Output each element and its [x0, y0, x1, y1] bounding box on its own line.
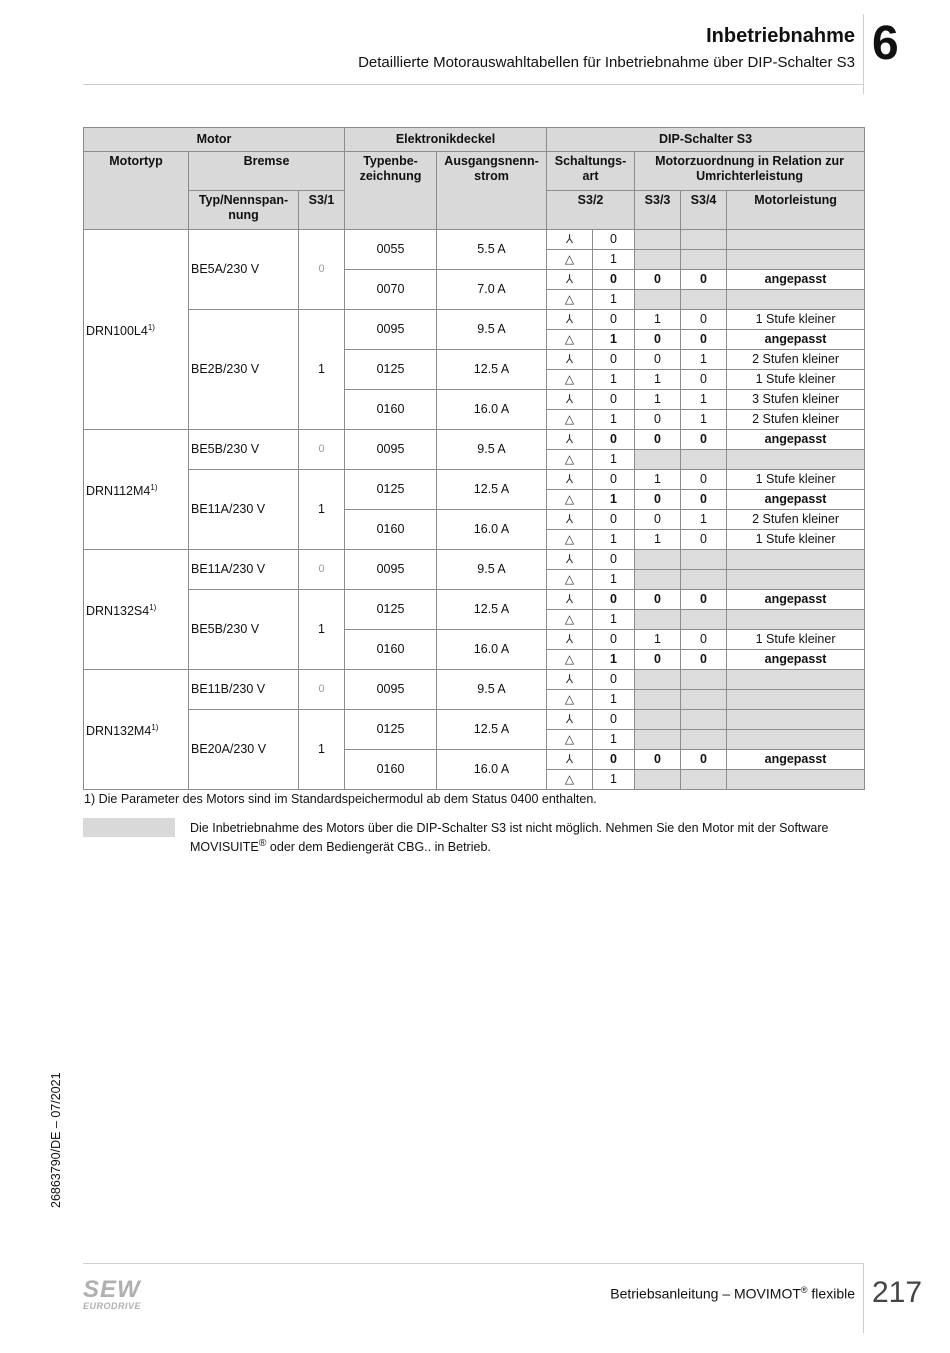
motor-power-cell: angepasst: [727, 430, 865, 450]
col-header-s3-4: S3/4: [681, 191, 727, 230]
motor-type-cell: [84, 550, 189, 670]
motor-type-name: DRN132M4: [86, 724, 152, 739]
header-divider: [83, 84, 863, 85]
s3-4-cell: 0: [681, 630, 727, 650]
type-designation-cell: 0095: [345, 430, 437, 470]
s3-2-cell: 1: [593, 730, 635, 750]
s3-2-cell: 0: [593, 750, 635, 770]
s3-3-cell: [635, 290, 681, 310]
s3-3-cell: [635, 670, 681, 690]
col-header-motorleistung: Motorleistung: [727, 191, 865, 230]
output-current-cell: 12.5 A: [437, 710, 547, 750]
col-header-motorzuordnung: Motorzuordnung in Relation zur Umrichterleistung: [635, 152, 865, 191]
motor-power-cell: [727, 730, 865, 750]
s3-2-cell: 1: [593, 770, 635, 790]
output-current-cell: 5.5 A: [437, 230, 547, 270]
s3-2-cell: 0: [593, 470, 635, 490]
s3-2-cell: 1: [593, 290, 635, 310]
s3-4-cell: [681, 730, 727, 750]
s3-2-cell: 1: [593, 690, 635, 710]
type-designation-cell: 0160: [345, 750, 437, 790]
s3-3-cell: [635, 570, 681, 590]
brake-type-cell: BE2B/230 V: [189, 310, 299, 430]
output-current-cell: 9.5 A: [437, 670, 547, 710]
motor-type-cell: [84, 430, 189, 550]
output-current-cell: 7.0 A: [437, 270, 547, 310]
s3-1-cell: 1: [299, 710, 345, 790]
s3-1-cell: 0: [299, 230, 345, 310]
star-connection-icon: ⅄: [547, 630, 593, 650]
chapter-number: 6: [872, 17, 899, 70]
type-designation-cell: 0125: [345, 710, 437, 750]
header-vertical-divider: [863, 14, 864, 94]
motor-power-cell: 1 Stufe kleiner: [727, 310, 865, 330]
type-designation-cell: 0160: [345, 630, 437, 670]
star-connection-icon: ⅄: [547, 390, 593, 410]
star-connection-icon: ⅄: [547, 310, 593, 330]
motor-type-cell: [84, 670, 189, 790]
motor-power-cell: [727, 230, 865, 250]
motor-power-cell: [727, 450, 865, 470]
motor-power-cell: 2 Stufen kleiner: [727, 350, 865, 370]
s3-3-cell: 0: [635, 650, 681, 670]
s3-2-cell: 0: [593, 510, 635, 530]
s3-3-cell: 0: [635, 590, 681, 610]
type-designation-cell: 0160: [345, 510, 437, 550]
s3-2-cell: 0: [593, 590, 635, 610]
s3-4-cell: 1: [681, 350, 727, 370]
s3-4-cell: 0: [681, 750, 727, 770]
output-current-cell: 9.5 A: [437, 550, 547, 590]
motor-power-cell: 3 Stufen kleiner: [727, 390, 865, 410]
motor-power-cell: 1 Stufe kleiner: [727, 370, 865, 390]
s3-3-cell: 0: [635, 490, 681, 510]
s3-4-cell: [681, 690, 727, 710]
s3-4-cell: [681, 770, 727, 790]
s3-1-cell: 0: [299, 430, 345, 470]
output-current-cell: 12.5 A: [437, 590, 547, 630]
output-current-cell: 12.5 A: [437, 470, 547, 510]
star-connection-icon: ⅄: [547, 510, 593, 530]
s3-3-cell: 1: [635, 390, 681, 410]
star-connection-icon: ⅄: [547, 270, 593, 290]
star-connection-icon: ⅄: [547, 710, 593, 730]
s3-3-cell: [635, 250, 681, 270]
motor-footnote-ref: 1): [151, 722, 159, 732]
motor-power-cell: [727, 770, 865, 790]
col-header-ausgangsnennstrom: Ausgangsnenn-strom: [437, 152, 547, 230]
s3-3-cell: [635, 770, 681, 790]
motor-type-name: DRN112M4: [86, 484, 151, 499]
s3-3-cell: 1: [635, 630, 681, 650]
type-designation-cell: 0095: [345, 670, 437, 710]
delta-connection-icon: △: [547, 770, 593, 790]
s3-3-cell: 1: [635, 530, 681, 550]
s3-4-cell: [681, 550, 727, 570]
col-header-motortyp: Motortyp: [84, 152, 189, 230]
s3-4-cell: [681, 710, 727, 730]
delta-connection-icon: △: [547, 570, 593, 590]
s3-1-cell: 1: [299, 590, 345, 670]
type-designation-cell: 0125: [345, 350, 437, 390]
table-row: [84, 230, 865, 250]
s3-4-cell: [681, 450, 727, 470]
s3-2-cell: 1: [593, 370, 635, 390]
s3-3-cell: 0: [635, 410, 681, 430]
type-designation-cell: 0095: [345, 550, 437, 590]
s3-2-cell: 1: [593, 450, 635, 470]
star-connection-icon: ⅄: [547, 670, 593, 690]
s3-4-cell: 0: [681, 530, 727, 550]
type-designation-cell: 0125: [345, 470, 437, 510]
motor-power-cell: angepasst: [727, 650, 865, 670]
s3-2-cell: 0: [593, 390, 635, 410]
s3-4-cell: 0: [681, 270, 727, 290]
s3-4-cell: 0: [681, 310, 727, 330]
s3-2-cell: 0: [593, 550, 635, 570]
s3-3-cell: 1: [635, 310, 681, 330]
delta-connection-icon: △: [547, 610, 593, 630]
brake-type-cell: BE5A/230 V: [189, 230, 299, 310]
output-current-cell: 16.0 A: [437, 510, 547, 550]
brake-type-cell: BE11A/230 V: [189, 550, 299, 590]
s3-2-cell: 1: [593, 530, 635, 550]
s3-2-cell: 0: [593, 270, 635, 290]
s3-4-cell: 1: [681, 390, 727, 410]
delta-connection-icon: △: [547, 730, 593, 750]
group-header-dip-schalter: DIP-Schalter S3: [547, 128, 865, 152]
footer-vertical-divider: [863, 1263, 864, 1333]
motor-power-cell: [727, 670, 865, 690]
s3-2-cell: 1: [593, 610, 635, 630]
footer-divider: [83, 1263, 863, 1264]
delta-connection-icon: △: [547, 530, 593, 550]
s3-3-cell: 0: [635, 510, 681, 530]
s3-3-cell: [635, 450, 681, 470]
delta-connection-icon: △: [547, 690, 593, 710]
table-row: [84, 430, 865, 450]
s3-2-cell: 0: [593, 350, 635, 370]
star-connection-icon: ⅄: [547, 350, 593, 370]
s3-3-cell: [635, 710, 681, 730]
table-row: [84, 710, 865, 730]
s3-4-cell: 1: [681, 410, 727, 430]
s3-4-cell: 1: [681, 510, 727, 530]
motor-power-cell: 2 Stufen kleiner: [727, 410, 865, 430]
motor-selection-table: [83, 127, 865, 790]
motor-power-cell: [727, 570, 865, 590]
s3-3-cell: [635, 690, 681, 710]
star-connection-icon: ⅄: [547, 430, 593, 450]
table-row: [84, 590, 865, 610]
table-row: [84, 670, 865, 690]
group-header-motor: Motor: [84, 128, 345, 152]
s3-3-cell: 0: [635, 430, 681, 450]
s3-3-cell: [635, 550, 681, 570]
motor-power-cell: angepasst: [727, 750, 865, 770]
s3-1-cell: 0: [299, 670, 345, 710]
s3-1-cell: 1: [299, 310, 345, 430]
s3-2-cell: 1: [593, 410, 635, 430]
s3-2-cell: 0: [593, 710, 635, 730]
brake-type-cell: BE11A/230 V: [189, 470, 299, 550]
delta-connection-icon: △: [547, 410, 593, 430]
output-current-cell: 16.0 A: [437, 750, 547, 790]
output-current-cell: 12.5 A: [437, 350, 547, 390]
s3-4-cell: [681, 670, 727, 690]
s3-2-cell: 0: [593, 230, 635, 250]
output-current-cell: 9.5 A: [437, 310, 547, 350]
output-current-cell: 16.0 A: [437, 630, 547, 670]
type-designation-cell: 0055: [345, 230, 437, 270]
s3-2-cell: 0: [593, 670, 635, 690]
motor-power-cell: [727, 610, 865, 630]
motor-power-cell: [727, 250, 865, 270]
s3-2-cell: 1: [593, 330, 635, 350]
sew-eurodrive-logo: SEW EURODRIVE: [83, 1276, 142, 1311]
col-header-schaltungsart: Schaltungs-art: [547, 152, 635, 191]
s3-2-cell: 1: [593, 650, 635, 670]
delta-connection-icon: △: [547, 330, 593, 350]
table-body: [84, 230, 865, 790]
motor-power-cell: 1 Stufe kleiner: [727, 630, 865, 650]
s3-4-cell: [681, 250, 727, 270]
s3-4-cell: [681, 610, 727, 630]
s3-1-cell: 0: [299, 550, 345, 590]
chapter-title: Inbetriebnahme: [706, 25, 855, 47]
motor-footnote-ref: 1): [149, 602, 157, 612]
brake-type-cell: BE20A/230 V: [189, 710, 299, 790]
s3-3-cell: 0: [635, 270, 681, 290]
s3-2-cell: 0: [593, 310, 635, 330]
s3-3-cell: 1: [635, 470, 681, 490]
s3-4-cell: [681, 290, 727, 310]
col-header-s3-2: S3/2: [547, 191, 635, 230]
delta-connection-icon: △: [547, 290, 593, 310]
delta-connection-icon: △: [547, 370, 593, 390]
s3-4-cell: [681, 230, 727, 250]
col-header-s3-1: S3/1: [299, 191, 345, 230]
star-connection-icon: ⅄: [547, 590, 593, 610]
type-designation-cell: 0095: [345, 310, 437, 350]
motor-power-cell: 2 Stufen kleiner: [727, 510, 865, 530]
s3-4-cell: 0: [681, 370, 727, 390]
s3-3-cell: [635, 730, 681, 750]
col-header-bremse: Bremse: [189, 152, 345, 191]
table-row: [84, 470, 865, 490]
motor-type-name: DRN132S4: [86, 604, 150, 619]
output-current-cell: 9.5 A: [437, 430, 547, 470]
col-header-typ-nennspannung: Typ/Nennspan-nung: [189, 191, 299, 230]
s3-4-cell: 0: [681, 590, 727, 610]
output-current-cell: 16.0 A: [437, 390, 547, 430]
motor-footnote-ref: 1): [147, 322, 155, 332]
s3-4-cell: 0: [681, 650, 727, 670]
motor-power-cell: [727, 710, 865, 730]
s3-3-cell: [635, 230, 681, 250]
motor-power-cell: 1 Stufe kleiner: [727, 530, 865, 550]
document-title: Betriebsanleitung – MOVIMOT® flexible: [610, 1285, 855, 1302]
type-designation-cell: 0125: [345, 590, 437, 630]
motor-power-cell: [727, 550, 865, 570]
s3-3-cell: 0: [635, 750, 681, 770]
s3-4-cell: [681, 570, 727, 590]
s3-3-cell: [635, 610, 681, 630]
star-connection-icon: ⅄: [547, 750, 593, 770]
motor-power-cell: angepasst: [727, 330, 865, 350]
motor-power-cell: [727, 690, 865, 710]
table-row: [84, 550, 865, 570]
brake-type-cell: BE5B/230 V: [189, 430, 299, 470]
star-connection-icon: ⅄: [547, 230, 593, 250]
delta-connection-icon: △: [547, 650, 593, 670]
delta-connection-icon: △: [547, 250, 593, 270]
col-header-s3-3: S3/3: [635, 191, 681, 230]
s3-4-cell: 0: [681, 330, 727, 350]
s3-2-cell: 1: [593, 490, 635, 510]
s3-2-cell: 0: [593, 630, 635, 650]
s3-1-cell: 1: [299, 470, 345, 550]
type-designation-cell: 0160: [345, 390, 437, 430]
motor-power-cell: angepasst: [727, 590, 865, 610]
delta-connection-icon: △: [547, 490, 593, 510]
star-connection-icon: ⅄: [547, 470, 593, 490]
s3-4-cell: 0: [681, 430, 727, 450]
group-header-elektronikdeckel: Elektronikdeckel: [345, 128, 547, 152]
motor-power-cell: angepasst: [727, 490, 865, 510]
s3-3-cell: 1: [635, 370, 681, 390]
col-header-typenbezeichnung: Typenbe-zeichnung: [345, 152, 437, 230]
s3-2-cell: 1: [593, 250, 635, 270]
note-marker-bar: [83, 818, 175, 837]
s3-2-cell: 1: [593, 570, 635, 590]
page-number: 217: [872, 1276, 923, 1309]
motor-type-cell: [84, 230, 189, 430]
motor-power-cell: [727, 290, 865, 310]
brake-type-cell: BE11B/230 V: [189, 670, 299, 710]
motor-type-name: DRN100L4: [86, 324, 148, 339]
motor-power-cell: angepasst: [727, 270, 865, 290]
delta-connection-icon: △: [547, 450, 593, 470]
s3-3-cell: 0: [635, 330, 681, 350]
document-number: 26863790/DE – 07/2021: [49, 1072, 63, 1208]
footnote: 1) Die Parameter des Motors sind im Standardspeichermodul ab dem Status 0400 enthalten.: [84, 792, 597, 806]
note-text: Die Inbetriebnahme des Motors über die DIP-Schalter S3 ist nicht möglich. Nehmen Sie den Motor mit der Software MOVISUITE® oder dem Bediengerät CBG.. in Betrieb.: [190, 821, 829, 855]
s3-4-cell: 0: [681, 490, 727, 510]
s3-3-cell: 0: [635, 350, 681, 370]
motor-power-cell: 1 Stufe kleiner: [727, 470, 865, 490]
section-subtitle: Detaillierte Motorauswahltabellen für Inbetriebnahme über DIP-Schalter S3: [358, 54, 855, 71]
type-designation-cell: 0070: [345, 270, 437, 310]
motor-footnote-ref: 1): [150, 482, 158, 492]
star-connection-icon: ⅄: [547, 550, 593, 570]
s3-2-cell: 0: [593, 430, 635, 450]
s3-4-cell: 0: [681, 470, 727, 490]
brake-type-cell: BE5B/230 V: [189, 590, 299, 670]
table-row: [84, 310, 865, 330]
